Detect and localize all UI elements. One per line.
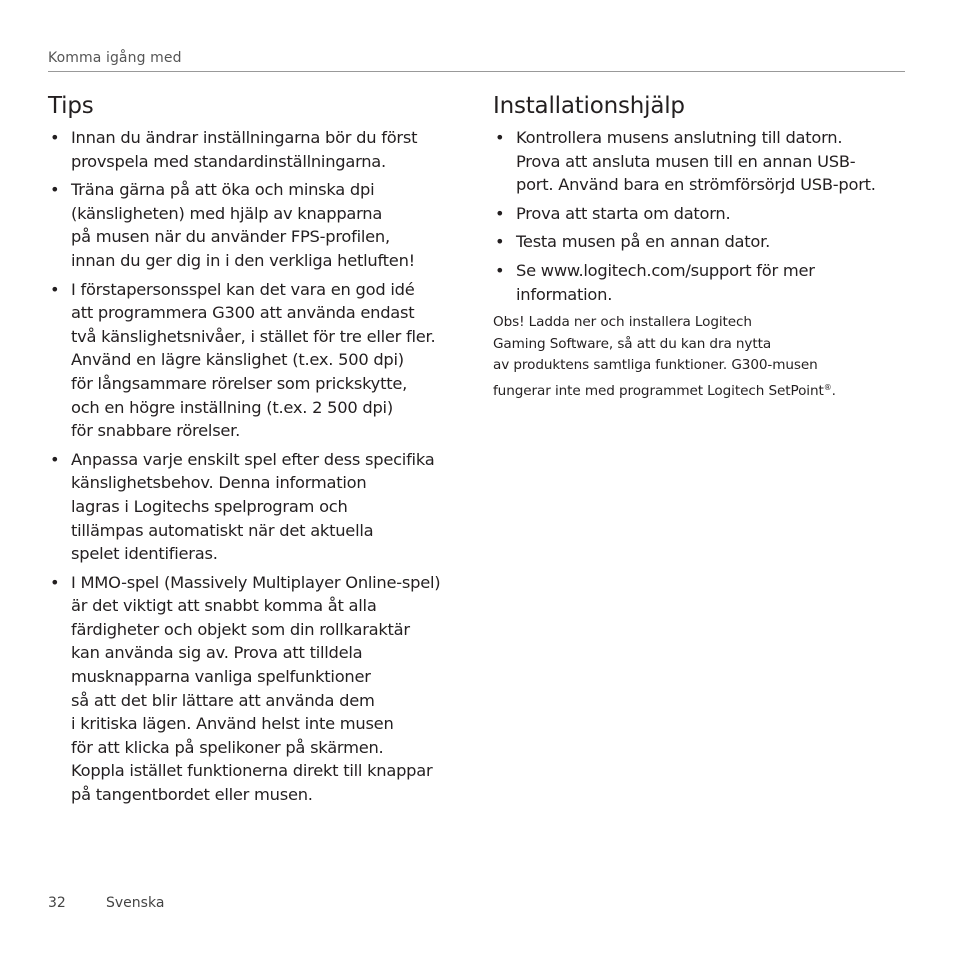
tips-item-line: på musen när du använder FPS-profilen, — [71, 227, 390, 247]
bullet-icon: • — [50, 449, 60, 469]
installation-help-heading: Installationshjälp — [493, 93, 685, 119]
help-item-line: Se www.logitech.com/support för mer — [516, 260, 815, 280]
tips-item-line: för att klicka på spelikoner på skärmen. — [71, 737, 384, 757]
bullet-icon: • — [50, 572, 60, 592]
tips-section — [48, 92, 468, 812]
tips-item-line: Använd en lägre känslighet (t.ex. 500 dpi) — [71, 350, 404, 370]
bullet-icon: • — [50, 180, 60, 200]
tips-item-line: så att det blir lättare att använda dem — [71, 690, 375, 710]
help-item-line: information. — [516, 284, 613, 304]
bullet-icon: • — [495, 260, 505, 280]
tips-item-line: i kritiska lägen. Använd helst inte musen — [71, 714, 394, 734]
help-item-line: Prova att ansluta musen till en annan USB- — [516, 151, 856, 171]
tips-list-item — [48, 278, 468, 443]
tips-item-line: Anpassa varje enskilt spel efter dess specifika — [71, 449, 435, 469]
tips-item-line: och en högre inställning (t.ex. 2 500 dpi) — [71, 397, 393, 417]
tips-item-line: för långsammare rörelser som prickskytte, — [71, 373, 408, 393]
page-footer — [48, 895, 165, 911]
tips-item-line: är det viktigt att snabbt komma åt alla — [71, 596, 377, 616]
bullet-icon: • — [495, 203, 505, 223]
tips-item-line: (känsligheten) med hjälp av knapparna — [71, 203, 383, 223]
installation-help-section — [493, 92, 913, 402]
note-last-line — [493, 377, 913, 403]
tips-item-line: kan använda sig av. Prova att tilldela — [71, 643, 363, 663]
tips-item-line: för snabbare rörelser. — [71, 421, 241, 441]
bullet-icon: • — [50, 279, 60, 299]
tips-item-line: I MMO-spel (Massively Multiplayer Online-spel) — [71, 572, 441, 592]
tips-item-line: Innan du ändrar inställningarna bör du först — [71, 128, 418, 147]
tips-item-line: Koppla istället funktionerna direkt till knappar — [71, 761, 433, 781]
tips-item-line: provspela med standardinställningarna. — [71, 151, 386, 171]
installation-help-list — [493, 126, 913, 306]
tips-item-line: innan du ger dig in i den verkliga hetluften! — [71, 250, 415, 270]
note-line: av produktens samtliga funktioner. G300-musen — [493, 357, 818, 374]
tips-list-item — [48, 448, 468, 566]
footer-language: Svenska — [106, 895, 165, 911]
tips-heading: Tips — [48, 93, 94, 119]
tips-item-line: på tangentbordet eller musen. — [71, 785, 313, 805]
tips-item-line: färdigheter och objekt som din rollkaraktär — [71, 619, 410, 639]
tips-item-line: spelet identifieras. — [71, 544, 218, 564]
tips-list — [48, 126, 468, 807]
tips-list-item — [48, 126, 468, 173]
note-line: Obs! Ladda ner och installera Logitech — [493, 314, 752, 331]
tips-item-line: lagras i Logitechs spelprogram och — [71, 496, 348, 516]
running-header: Komma igång med — [48, 50, 182, 66]
help-list-item — [493, 230, 913, 254]
help-item-line: Prova att starta om datorn. — [516, 203, 731, 223]
note-line: fungerar inte med programmet Logitech SetPoint — [493, 382, 824, 399]
tips-item-line: Träna gärna på att öka och minska dpi — [71, 180, 375, 200]
help-list-item — [493, 126, 913, 197]
bullet-icon: • — [495, 232, 505, 252]
help-list-item — [493, 259, 913, 306]
help-list-item — [493, 202, 913, 226]
help-item-line: Kontrollera musens anslutning till datorn. — [516, 128, 843, 147]
registered-trademark-icon: ® — [823, 382, 832, 392]
help-item-line: port. Använd bara en strömförsörjd USB-port. — [516, 175, 876, 195]
tips-item-line: I förstapersonsspel kan det vara en god idé — [71, 279, 415, 299]
bullet-icon: • — [495, 128, 505, 147]
bullet-icon: • — [50, 128, 60, 147]
tips-list-item — [48, 178, 468, 272]
note-line: Gaming Software, så att du kan dra nytta — [493, 335, 772, 352]
tips-list-item — [48, 571, 468, 807]
header-divider — [48, 71, 905, 72]
tips-item-line: tillämpas automatiskt när det aktuella — [71, 520, 374, 540]
tips-item-line: två känslighetsnivåer, i stället för tre eller fler. — [71, 326, 436, 346]
note-end-punctuation: . — [831, 382, 836, 399]
tips-item-line: känslighetsbehov. Denna information — [71, 473, 367, 493]
tips-item-line: att programmera G300 att använda endast — [71, 303, 415, 323]
page-number: 32 — [48, 895, 66, 911]
software-note — [493, 312, 913, 402]
help-item-line: Testa musen på en annan dator. — [516, 232, 770, 252]
tips-item-line: musknapparna vanliga spelfunktioner — [71, 667, 371, 687]
